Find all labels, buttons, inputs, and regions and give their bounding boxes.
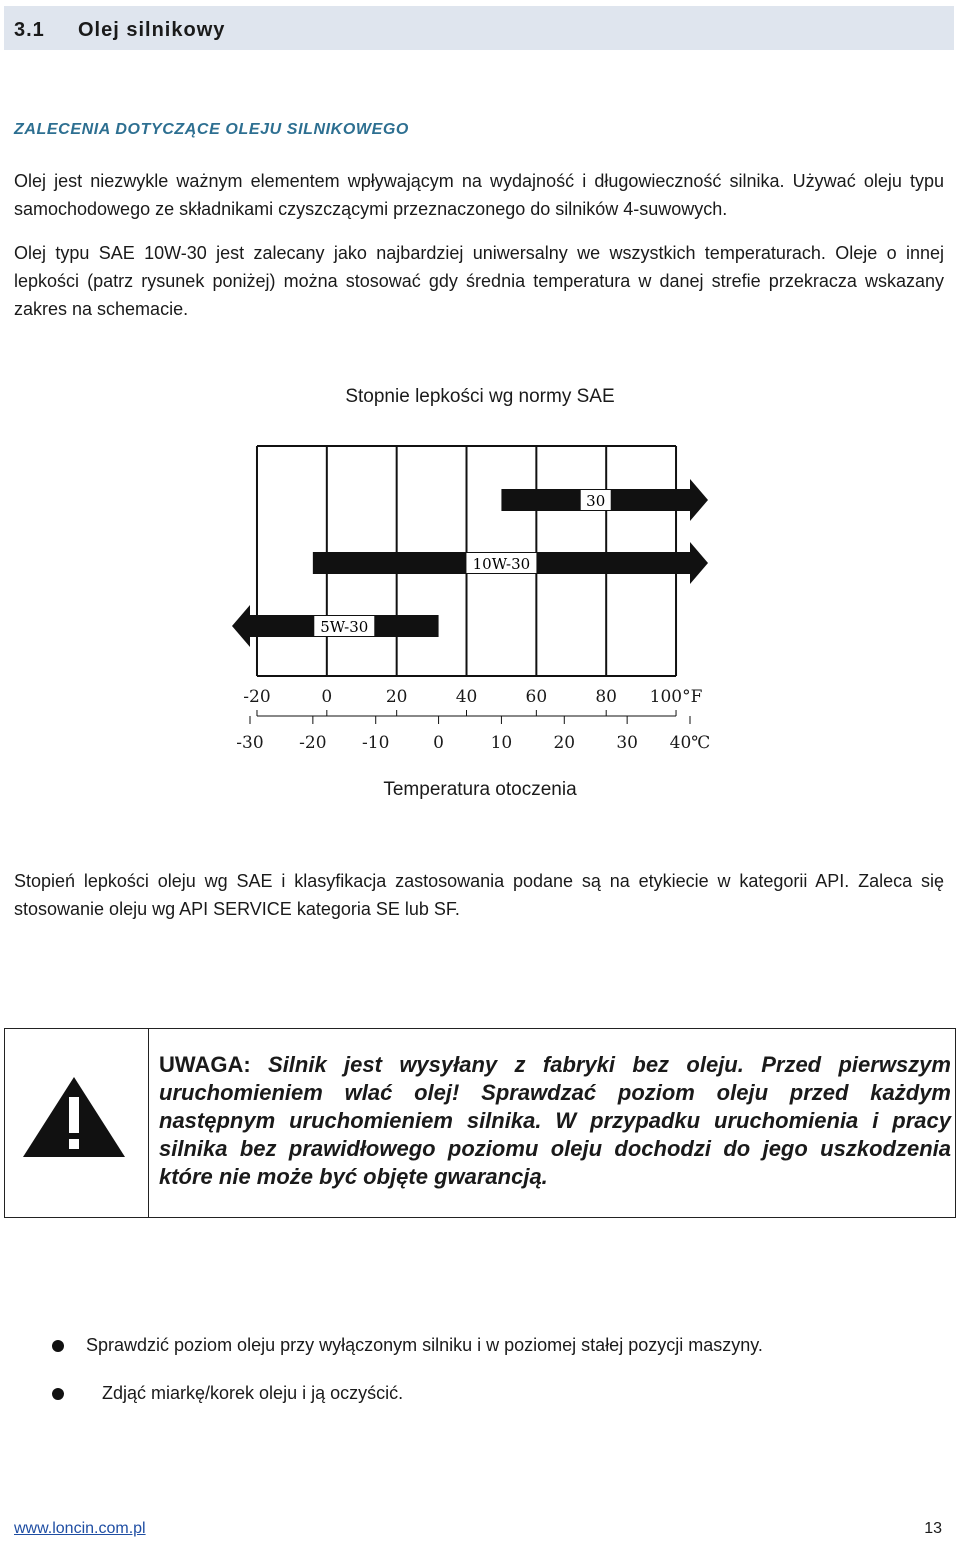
band-label: 10W-30 bbox=[472, 555, 531, 573]
warning-box bbox=[4, 1028, 956, 1218]
fahrenheit-tick-label: 80 bbox=[595, 687, 618, 707]
warning-divider bbox=[148, 1029, 149, 1217]
bullet-icon bbox=[52, 1340, 64, 1352]
list-item-text: Sprawdzić poziom oleju przy wyłączonym silniku i w poziomej stałej pozycji maszyny. bbox=[86, 1335, 763, 1355]
chart-title: Stopnie lepkości wg normy SAE bbox=[345, 386, 615, 407]
chart-caption: Temperatura otoczenia bbox=[383, 779, 577, 800]
celsius-tick-label: -20 bbox=[299, 733, 327, 753]
celsius-tick-label: -10 bbox=[362, 733, 390, 753]
warning-body: Silnik jest wysyłany z fabryki bez oleju. Przed pierwszym uruchomieniem wlać olej! Sprawdzać poziom oleju przed każdym następnym uruchomieniem silnika. W przypadku uruchomienia i pracy silnika bez prawidłowego poziomu oleju dochodzi do jego uszkodzenia które nie może być objęte gwarancją. bbox=[159, 1052, 951, 1189]
page-number: 13 bbox=[924, 1520, 942, 1537]
fahrenheit-tick-label: 100°F bbox=[649, 687, 703, 707]
warning-triangle-icon bbox=[21, 1075, 127, 1159]
celsius-tick-label: 40℃ bbox=[669, 733, 711, 753]
celsius-tick-label: 20 bbox=[553, 733, 576, 753]
celsius-tick-label: 0 bbox=[433, 733, 444, 753]
celsius-tick-label: -30 bbox=[236, 733, 264, 753]
band-label: 30 bbox=[586, 492, 606, 510]
fahrenheit-tick-label: 60 bbox=[525, 687, 548, 707]
list-item-text: Zdjąć miarkę/korek oleju i ją oczyścić. bbox=[102, 1383, 404, 1403]
bullet-icon bbox=[52, 1388, 64, 1400]
fahrenheit-tick-label: -20 bbox=[243, 687, 271, 707]
paragraph-viscosity: Olej typu SAE 10W-30 jest zalecany jako najbardziej uniwersalny we wszystkich temperaturach. Oleje o innej lepkości (patrz rysunek poniżej) można stosować gdy średnia temperatura w danej strefie przekracza wskazany zakres na schemacie. bbox=[14, 243, 944, 319]
footer-website-link[interactable]: www.loncin.com.pl bbox=[14, 1520, 146, 1537]
celsius-tick-label: 10 bbox=[490, 733, 513, 753]
subheading: ZALECENIA DOTYCZĄCE OLEJU SILNIKOWEGO bbox=[14, 121, 409, 138]
paragraph-intro: Olej jest niezwykle ważnym elementem wpływającym na wydajność i długowieczność silnika. Używać oleju typu samochodowego ze składnikami czyszczącymi przeznaczonego do silników 4-suwowych. bbox=[14, 171, 944, 219]
fahrenheit-tick-label: 0 bbox=[321, 687, 333, 707]
fahrenheit-tick-label: 20 bbox=[385, 687, 408, 707]
warning-lead: UWAGA: bbox=[159, 1052, 251, 1077]
warning-text bbox=[159, 1051, 951, 1191]
viscosity-chart bbox=[230, 430, 750, 760]
celsius-tick-label: 30 bbox=[616, 733, 638, 753]
section-title: Olej silnikowy bbox=[78, 19, 226, 41]
band-label: 5W-30 bbox=[320, 618, 369, 636]
fahrenheit-tick-label: 40 bbox=[455, 687, 478, 707]
paragraph-api: Stopień lepkości oleju wg SAE i klasyfikacja zastosowania podane są na etykiecie w kategorii API. Zaleca się stosowanie oleju wg API SERVICE kategoria SE lub SF. bbox=[14, 871, 944, 919]
section-number: 3.1 bbox=[14, 19, 45, 41]
section-header bbox=[4, 6, 954, 50]
